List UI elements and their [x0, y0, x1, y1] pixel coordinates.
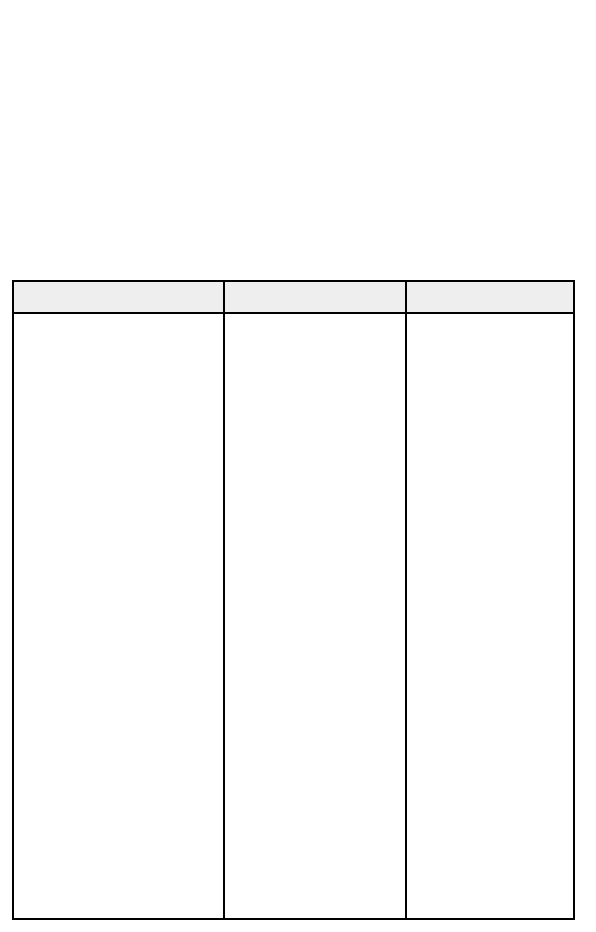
- header-name: [406, 282, 573, 312]
- column-divider: [223, 282, 225, 918]
- roster-table: [12, 280, 575, 920]
- table-header: [14, 282, 573, 314]
- header-block: [14, 282, 224, 312]
- header-branch: [224, 282, 406, 312]
- column-divider: [405, 282, 407, 918]
